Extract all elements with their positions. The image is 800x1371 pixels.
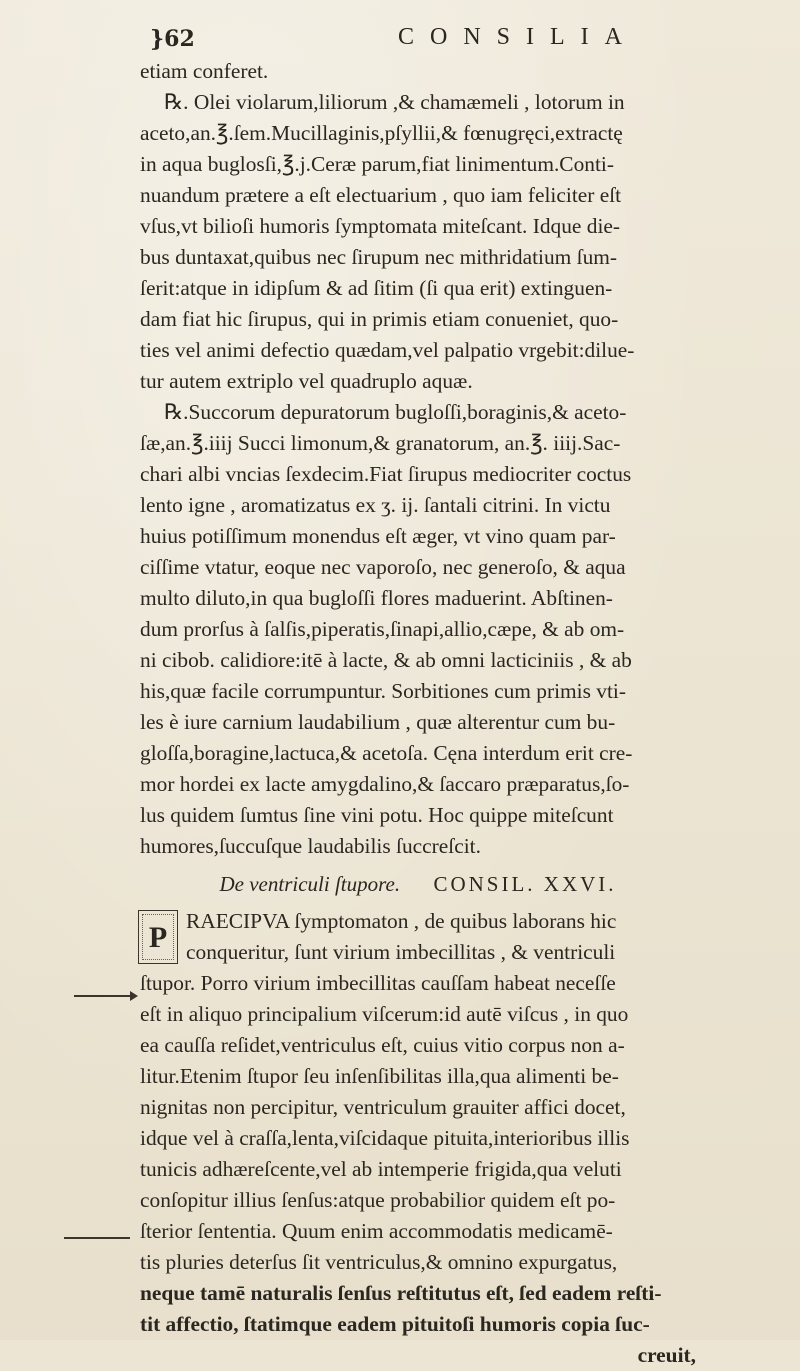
arrowhead-icon — [130, 991, 138, 1001]
text-line: vſus,vt bilioſi humoris ſymptomata miteſcant. Idque die- — [140, 214, 621, 238]
text-line: huius potiſſimum monendus eſt æger, vt vino quam par- — [140, 524, 616, 548]
text-line: ſæ,an.℥.iiij Succi limonum,& granatorum, an.℥. iiij.Sac- — [140, 431, 621, 455]
chapter-heading — [140, 862, 696, 906]
text-line: etiam conferet. — [140, 59, 269, 83]
text-line: ties vel animi defectio quædam,vel palpatio vrgebit:dilue- — [140, 338, 635, 362]
running-head: CONSILIA — [398, 24, 638, 50]
text-line: ſtupor. Porro virium imbecillitas cauſſam habeat neceſſe — [140, 971, 616, 995]
text-line: dum prorſus à ſalſis,piperatis,ſinapi,allio,cæpe, & ab om- — [140, 617, 625, 641]
text-line: tur autem extriplo vel quadruplo aquæ. — [140, 369, 473, 393]
text-line: bus duntaxat,quibus nec ſirupum nec mithridatium ſum- — [140, 245, 618, 269]
text-line: his,quæ facile corrumpuntur. Sorbitiones cum primis vti- — [140, 679, 626, 703]
text-line: eſt in aliquo principalium viſcerum:id autē viſcus , in quo — [140, 1002, 629, 1026]
text-line: gloſſa,boragine,lactuca,& acetoſa. Cęna interdum erit cre- — [140, 741, 633, 765]
chapter-title: De ventriculi ſtupore. — [219, 872, 401, 896]
text-line: in aqua buglosſi,℥.j.Ceræ parum,fiat linimentum.Conti- — [140, 152, 614, 176]
text-line: conſopitur illius ſenſus:atque probabilior quidem eſt po- — [140, 1188, 616, 1212]
margin-line-mark — [64, 1237, 130, 1239]
text-line: nuandum prætere a eſt electuarium , quo iam feliciter eſt — [140, 183, 622, 207]
page-header — [150, 20, 670, 60]
text-line: litur.Etenim ſtupor ſeu inſenſibilitas illa,qua alimenti be- — [140, 1064, 619, 1088]
text-line: ea cauſſa reſidet,ventriculus eſt, cuius vitio corpus non a- — [140, 1033, 625, 1057]
text-line: nignitas non percipitur, ventriculum grauiter affici docet, — [140, 1095, 626, 1119]
text-line: ℞. Olei violarum,liliorum ,& chamæmeli , lotorum in — [164, 90, 625, 114]
text-line: ſerit:atque in idipſum & ad ſitim (ſi qua erit) extinguen- — [140, 276, 613, 300]
text-line: mor hordei ex lacte amygdalino,& ſaccaro præparatus,ſo- — [140, 772, 630, 796]
text-line: aceto,an.℥.ſem.Mucillaginis,pſyllii,& fœnugręci,extractę — [140, 121, 623, 145]
text-line: multo diluto,in qua bugloſſi flores maduerint. Abſtinen- — [140, 586, 613, 610]
text-line: RAECIPVA ſymptomaton , de quibus laborans hic — [186, 909, 617, 933]
text-line: humores,ſuccuſque laudabilis ſuccreſcit. — [140, 834, 481, 858]
ornamental-initial — [138, 910, 178, 964]
text-line: ſterior ſententia. Quum enim accommodatis medicamē- — [140, 1219, 613, 1243]
text-line: idque vel à craſſa,lenta,viſcidaque pituita,interioribus illis — [140, 1126, 630, 1150]
text-line: ni cibob. calidiore:itē à lacte, & ab omni lacticiniis , & ab — [140, 648, 632, 672]
text-line: conqueritur, ſunt virium imbecillitas , & ventriculi — [186, 940, 616, 964]
text-line: ciſſime vtatur, eoque nec vaporoſo, nec generoſo, & aqua — [140, 555, 626, 579]
text-line: lento igne , aromatizatus ex ʒ. ij. ſantali citrini. In victu — [140, 493, 611, 517]
catchword: creuit, — [637, 1343, 696, 1367]
text-line: tit affectio, ſtatimque eadem pituitoſi humoris copia ſuc- — [140, 1312, 650, 1336]
text-line: lus quidem ſumtus ſine vini potu. Hoc quippe miteſcunt — [140, 803, 614, 827]
text-line: tunicis adhæreſcente,vel ab intemperie frigida,qua veluti — [140, 1157, 622, 1181]
consil-section — [140, 906, 696, 1340]
text-line: dam fiat hic ſirupus, qui in primis etiam conueniet, quo- — [140, 307, 619, 331]
text-line: ℞.Succorum depuratorum bugloſſi,boraginis,& aceto- — [164, 400, 627, 424]
text-line: tis pluries deterſus ſit ventriculus,& omnino expurgatus, — [140, 1250, 618, 1274]
text-line: neque tamē naturalis ſenſus reſtitutus eſt, ſed eadem reſti- — [140, 1281, 662, 1305]
text-line: les è iure carnium laudabilium , quæ alterentur cum bu- — [140, 710, 616, 734]
text-line: chari albi vncias ſexdecim.Fiat ſirupus mediocriter coctus — [140, 462, 632, 486]
initial-letter: P — [148, 920, 168, 954]
chapter-label: CONSIL. XXVI. — [433, 872, 617, 896]
page-number: }62 — [150, 26, 195, 52]
body-text — [140, 56, 696, 1371]
margin-arrow-mark — [74, 995, 132, 997]
